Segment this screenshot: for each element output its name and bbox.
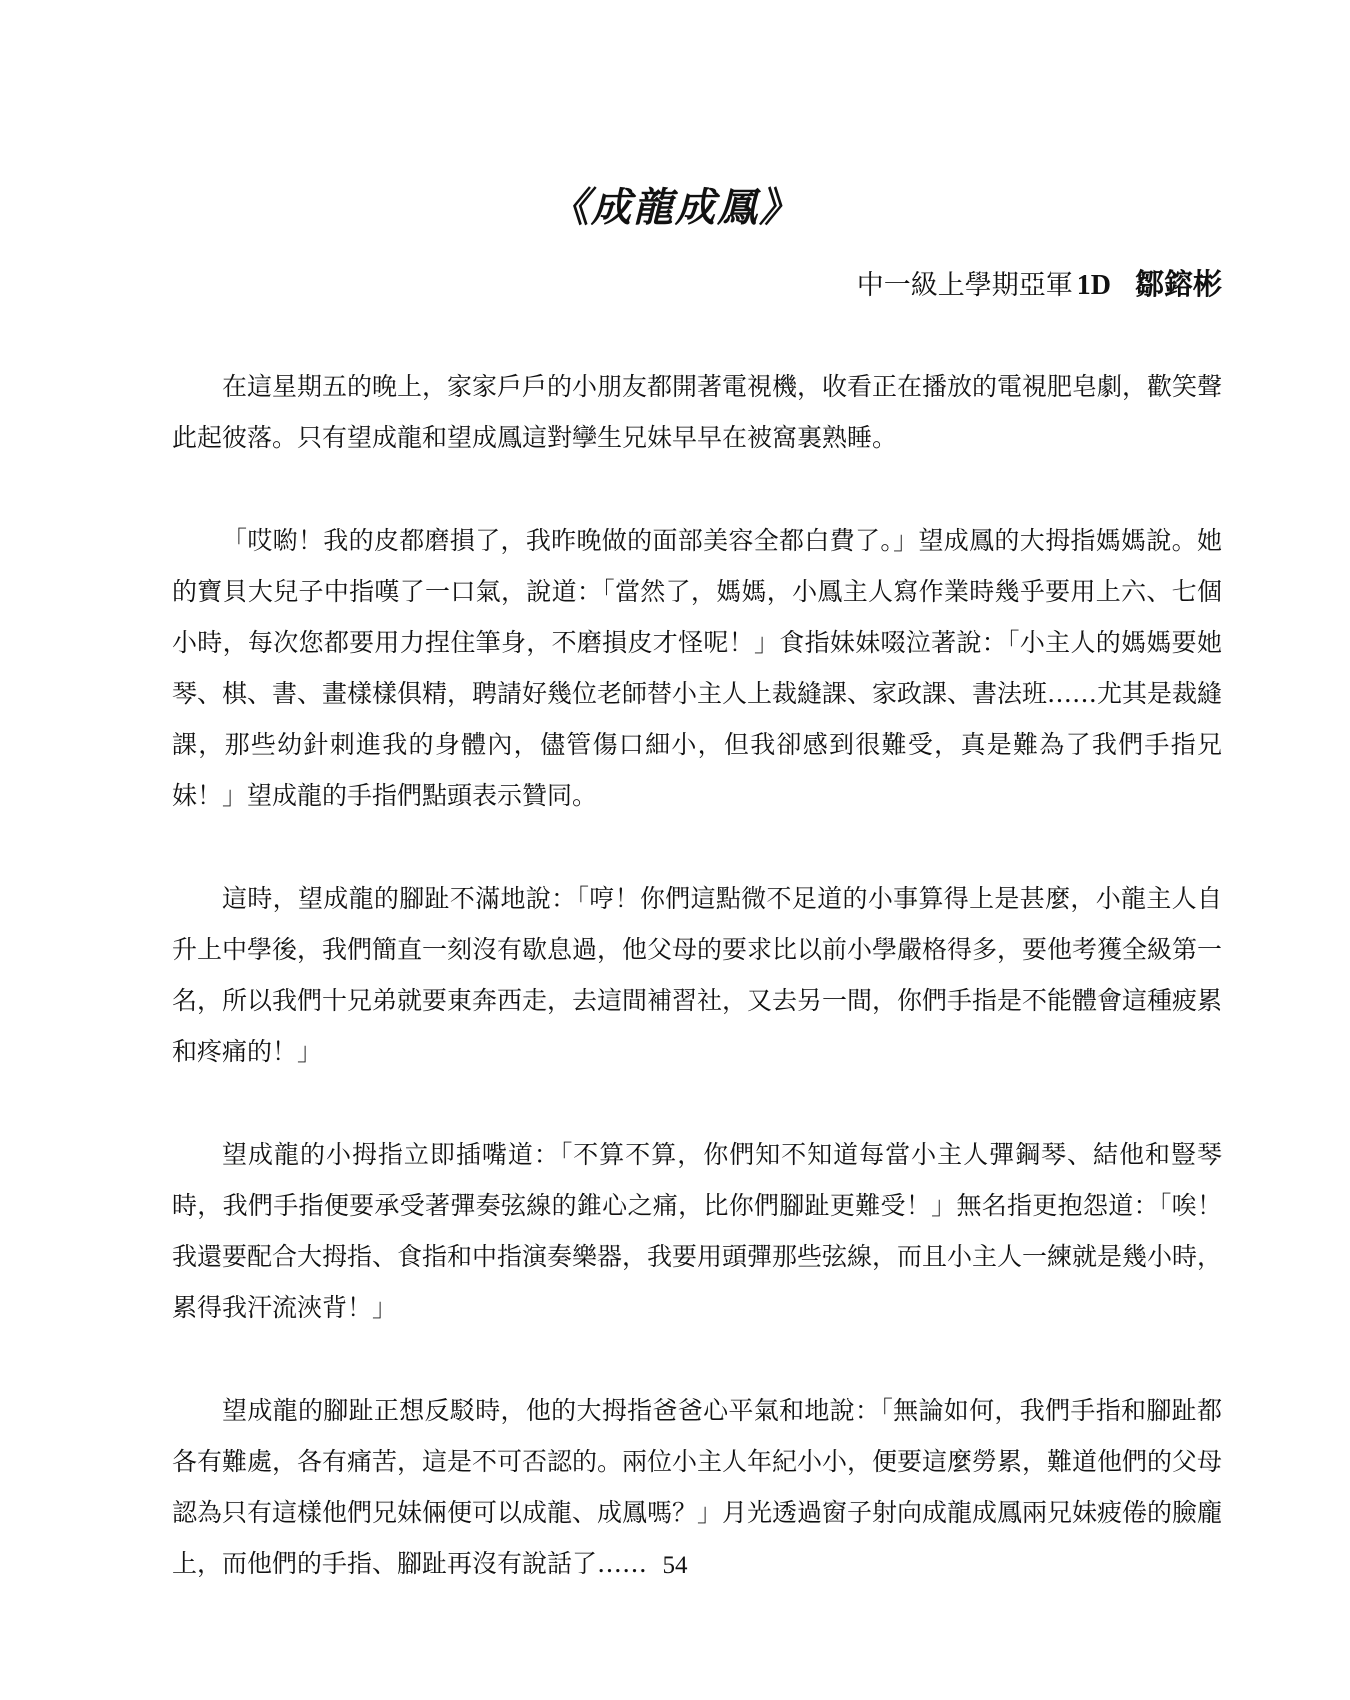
paragraph-1: 在這星期五的晚上，家家戶戶的小朋友都開著電視機，收看正在播放的電視肥皂劇，歡笑聲此起彼落。只有望成龍和望成鳳這對孿生兄妹早早在被窩裏熟睡。: [172, 372, 1223, 452]
paragraph-3: 這時，望成龍的腳趾不滿地說：「哼！你們這點微不足道的小事算得上是甚麼，小龍主人自升上中學後，我們簡直一刻沒有歇息過，他父母的要求比以前小學嚴格得多，要他考獲全級第一名，所以我們十兄弟就要東奔西走，去這間補習社，又去另一間，你們手指是不能體會這種疲累和疼痛的！」: [172, 884, 1223, 1066]
byline: [857, 264, 1222, 306]
essay-title: 《成龍成鳳》: [549, 184, 801, 231]
author-name: 鄒鎔彬: [1134, 267, 1222, 301]
paragraph-2: 「哎喲！我的皮都磨損了，我昨晚做的面部美容全都白費了。」望成鳳的大拇指媽媽說。她的寶貝大兒子中指嘆了一口氣，說道：「當然了，媽媽，小鳳主人寫作業時幾乎要用上六、七個小時，每次您都要用力捏住筆身，不磨損皮才怪呢！」食指妹妹啜泣著說：「小主人的媽媽要她琴、棋、書、畫樣樣俱精，聘請好幾位老師替小主人上裁縫課、家政課、書法班……尤其是裁縫課，那些幼針刺進我的身體內，儘管傷口細小，但我卻感到很難受，真是難為了我們手指兄妹！」望成龍的手指們點頭表示贊同。: [172, 526, 1223, 810]
award-level: 中一級上學期亞軍: [856, 270, 1073, 301]
class-label: 1D: [1076, 270, 1111, 301]
paragraph-5: 望成龍的腳趾正想反駁時，他的大拇指爸爸心平氣和地說：「無論如何，我們手指和腳趾都各有難處，各有痛苦，這是不可否認的。兩位小主人年紀小小，便要這麼勞累，難道他們的父母認為只有這樣他們兄妹倆便可以成龍、成鳳嗎？」月光透過窗子射向成龍成鳳兩兄妹疲倦的臉龐上，而他們的手指、腳趾再沒有說話了……: [172, 1396, 1223, 1578]
page-number: 54: [662, 1552, 688, 1579]
essay-body: [172, 361, 1222, 1641]
paragraph-4: 望成龍的小拇指立即插嘴道：「不算不算，你們知不知道每當小主人彈鋼琴、結他和豎琴時，我們手指便要承受著彈奏弦線的錐心之痛，比你們腳趾更難受！」無名指更抱怨道：「唉！我還要配合大拇指、食指和中指演奏樂器，我要用頭彈那些弦線，而且小主人一練就是幾小時，累得我汗流浹背！」: [172, 1140, 1223, 1322]
